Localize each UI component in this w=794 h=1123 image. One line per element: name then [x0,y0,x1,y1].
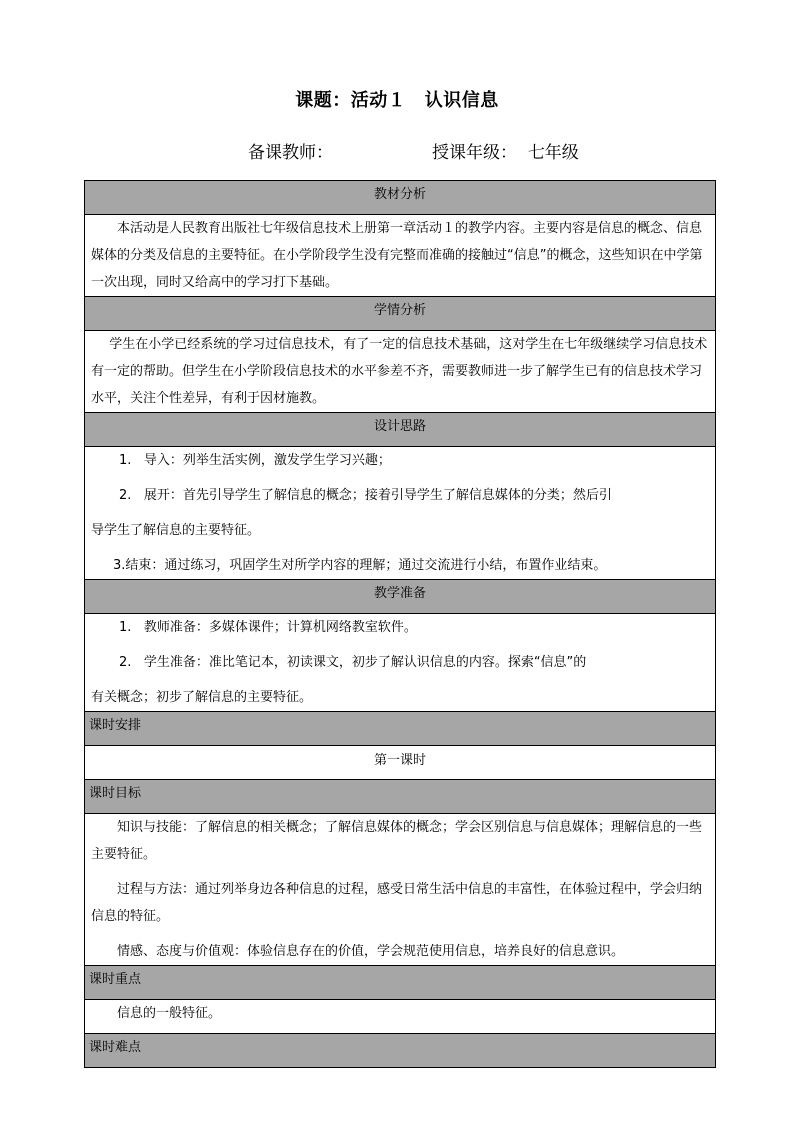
prep-item-2 [91,649,709,676]
textbook-analysis-text: 本活动是人民教育出版社七年级信息技术上册第一章活动１的教学内容。主要内容是信息的概念、信息媒体的分类及信息的主要特征。在小学阶段学生没有完整而准确的接触过“信息”的概念，这些知识在中学第一次出现，同时又给高中的学习打下基础。 [91,221,703,290]
difficult-point-heading: 课时难点 [85,1034,716,1068]
prep-item-2-text: 学生准备：准比笔记本，初读课文，初步了解认识信息的内容。探索“信息”的 [143,655,587,670]
design-item-2-cont: 导学生了解信息的主要特征。 [91,523,261,538]
prep-item-1 [91,614,709,641]
schedule-heading: 课时安排 [85,712,716,746]
key-point-content [85,1000,716,1034]
teacher-label: 备课教师： [248,143,333,163]
student-analysis-content [85,331,716,413]
grade-field [432,138,579,163]
prep-content [85,614,716,712]
goal-process: 过程与方法：通过列举身边各种信息的过程，感受日常生活中信息的丰富性，在体验过程中，学会归纳信息的特征。 [91,882,703,924]
grade-label: 授课年级： [432,143,517,163]
lesson-plan-table [84,180,716,1068]
textbook-analysis-content [85,215,716,297]
prep-item-2-cont: 有关概念；初步了解信息的主要特征。 [91,690,313,705]
goal-attitude: 情感、态度与价值观：体验信息存在的价值，学会规范使用信息，培养良好的信息意识。 [117,944,625,959]
prep-item-1-num: 1. [119,620,132,635]
prep-item-2-num: 2. [119,655,132,670]
design-item-1-text: 导入：列举生活实例，激发学生学习兴趣； [143,453,391,468]
goal-knowledge: 知识与技能：了解信息的相关概念；了解信息媒体的概念；学会区别信息与信息媒体；理解信息的一些主要特征。 [91,820,703,862]
key-point-heading: 课时重点 [85,966,716,1000]
prep-item-1-text: 教师准备：多媒体课件；计算机网络教室软件。 [143,620,417,635]
student-analysis-heading: 学情分析 [85,297,716,331]
design-heading: 设计思路 [85,413,716,447]
key-point-text: 信息的一般特征。 [117,1006,222,1021]
design-item-2-num: 2. [119,488,132,503]
textbook-analysis-heading: 教材分析 [85,181,716,215]
design-item-3: 3.结束：通过练习，巩固学生对所学内容的理解；通过交流进行小结，布置作业结束。 [113,558,607,573]
design-item-1 [91,447,709,474]
design-item-2 [91,482,709,509]
prep-heading: 教学准备 [85,580,716,614]
goals-heading: 课时目标 [85,780,716,814]
design-item-1-num: 1. [119,453,132,468]
schedule-value: 第一课时 [85,746,716,780]
design-item-2-text: 展开：首先引导学生了解信息的概念；接着引导学生了解信息媒体的分类；然后引 [143,488,612,503]
page-title: 课题：活动１ 认识信息 [295,90,499,111]
goals-content [85,814,716,966]
design-content [85,447,716,580]
grade-value: 七年级 [527,143,579,163]
student-analysis-text: 学生在小学已经系统的学习过信息技术，有了一定的信息技术基础，这对学生在七年级继续学习信息技术有一定的帮助。但学生在小学阶段信息技术的水平参差不齐，需要教师进一步了解学生已有的信息技术学习水平，关注个性差异，有利于因材施教。 [91,337,708,406]
